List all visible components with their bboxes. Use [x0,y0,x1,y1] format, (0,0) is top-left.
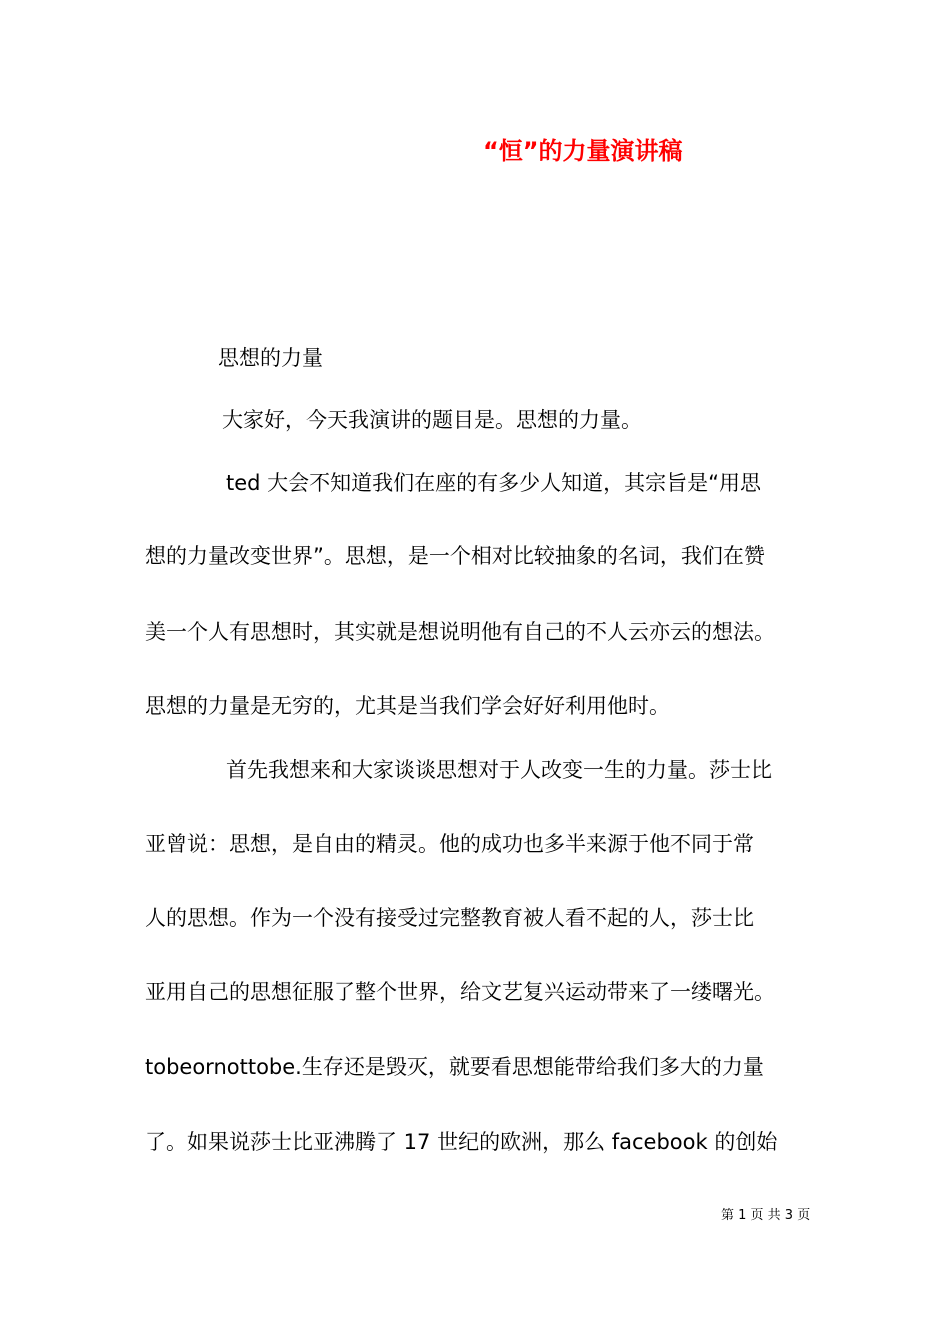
paragraph-line: 了。如果说莎士比亚沸腾了 17 世纪的欧洲，那么 facebook 的创始 [145,1130,778,1154]
paragraph-line: 亚曾说：思想，是自由的精灵。他的成功也多半来源于他不同于常 [145,832,754,856]
section-heading: 思想的力量 [218,346,323,370]
paragraph-line: 思想的力量是无穷的，尤其是当我们学会好好利用他时。 [145,694,670,718]
document-title: “恒”的力量演讲稿 [483,137,683,165]
paragraph-line: 美一个人有思想时，其实就是想说明他有自己的不人云亦云的想法。 [145,620,775,644]
paragraph-line: 想的力量改变世界”。思想，是一个相对比较抽象的名词，我们在赞 [145,544,765,568]
paragraph-line: 大家好，今天我演讲的题目是。思想的力量。 [222,408,642,432]
paragraph-line: tobeornottobe.生存还是毁灭，就要看思想能带给我们多大的力量 [145,1055,764,1079]
paragraph-line: ted 大会不知道我们在座的有多少人知道，其宗旨是“用思 [226,471,762,495]
paragraph-line: 亚用自己的思想征服了整个世界，给文艺复兴运动带来了一缕曙光。 [145,980,775,1004]
page-number-footer: 第 1 页 共 3 页 [721,1208,811,1223]
paragraph-line: 首先我想来和大家谈谈思想对于人改变一生的力量。莎士比 [226,758,772,782]
paragraph-line: 人的思想。作为一个没有接受过完整教育被人看不起的人，莎士比 [145,906,754,930]
